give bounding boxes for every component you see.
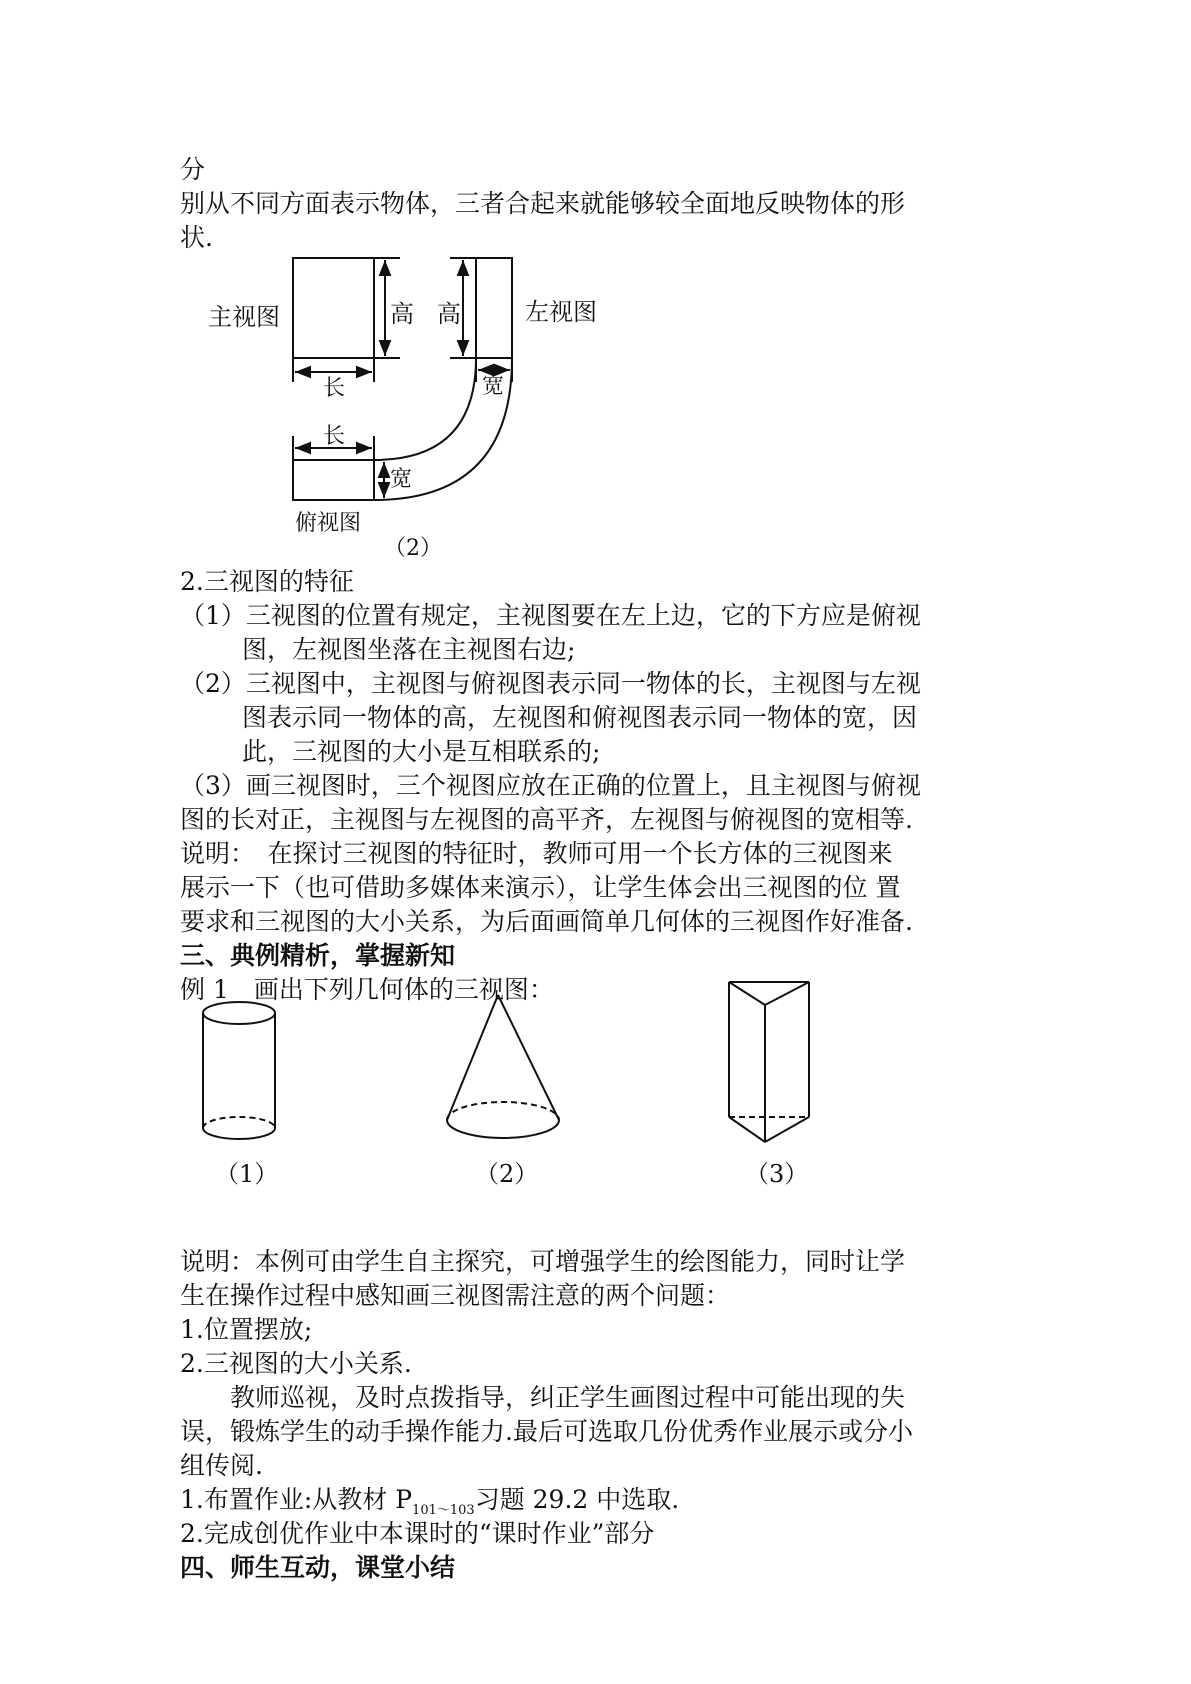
top-view-rect xyxy=(293,460,374,500)
note-line: 生在操作过程中感知画三视图需注意的两个问题： xyxy=(180,1281,731,1310)
homework-text: 1.布置作业:从教材 P xyxy=(180,1485,413,1514)
feature-item-2-cont: 此，三视图的大小是互相联系的; xyxy=(242,737,601,766)
features-heading: 2.三视图的特征 xyxy=(180,567,354,596)
connect-arc-inner xyxy=(374,358,476,460)
example-caption-3: （3） xyxy=(745,1160,809,1188)
note-line: 展示一下（也可借助多媒体来演示），让学生体会出三视图的位 置 xyxy=(180,873,901,902)
example-caption-1: （1） xyxy=(215,1160,279,1188)
example-caption-2: （2） xyxy=(475,1160,539,1188)
note-line: 教师巡视，及时点拨指导，纠正学生画图过程中可能出现的失 xyxy=(180,1383,906,1412)
homework-item-2: 2.完成创优作业中本课时的“课时作业”部分 xyxy=(180,1519,655,1548)
section-heading-4: 四、师生互动，课堂小结 xyxy=(180,1553,456,1582)
figure-caption: （2） xyxy=(384,536,442,561)
top-view-label: 俯视图 xyxy=(295,511,362,536)
top-wide-label: 宽 xyxy=(390,467,413,492)
left-view-label: 左视图 xyxy=(525,298,597,326)
note-line: 1.位置摆放; xyxy=(180,1315,313,1344)
text-line: 别从不同方面表示物体，三者合起来就能够较全面地反映物体的形 xyxy=(180,189,906,218)
feature-item-1: （1）三视图的位置有规定，主视图要在左上边，它的下方应是俯视 xyxy=(180,601,921,630)
section-heading-3: 三、典例精析，掌握新知 xyxy=(180,941,456,970)
left-high-label: 高 xyxy=(437,300,461,328)
left-view-rect xyxy=(476,258,512,358)
text-line: 分 xyxy=(180,155,206,184)
example-title: 例 1 画出下列几何体的三视图： xyxy=(180,975,554,1004)
homework-text: 习题 29.2 中选取. xyxy=(474,1485,680,1514)
feature-item-2: （2）三视图中，主视图与俯视图表示同一物体的长，主视图与左视 xyxy=(180,669,921,698)
feature-item-2-cont: 图表示同一物体的高，左视图和俯视图表示同一物体的宽，因 xyxy=(242,703,918,732)
cone-figure xyxy=(447,995,559,1138)
note-line: 说明： 在探讨三视图的特征时，教师可用一个长方体的三视图来 xyxy=(180,839,893,868)
note-line: 误，锻炼学生的动手操作能力.最后可选取几份优秀作业展示或分小 xyxy=(180,1417,913,1446)
feature-item-3-cont: 图的长对正，主视图与左视图的高平齐，左视图与俯视图的宽相等. xyxy=(180,805,913,834)
cylinder-figure xyxy=(203,1002,275,1139)
top-long-label: 长 xyxy=(323,424,346,449)
note-line: 组传阅. xyxy=(180,1451,263,1480)
note-line: 说明：本例可由学生自主探究，可增强学生的绘图能力，同时让学 xyxy=(180,1247,906,1276)
front-high-label: 高 xyxy=(390,300,414,328)
feature-item-3: （3）画三视图时，三个视图应放在正确的位置上，且主视图与俯视 xyxy=(180,771,921,800)
front-view-label: 主视图 xyxy=(208,303,280,331)
page-range: 101～103 xyxy=(412,1503,475,1518)
feature-item-1-cont: 图，左视图坐落在主视图右边; xyxy=(242,635,576,664)
left-wide-label: 宽 xyxy=(482,374,505,399)
note-line: 2.三视图的大小关系. xyxy=(180,1349,412,1378)
front-view-rect xyxy=(293,258,374,358)
note-line: 要求和三视图的大小关系，为后面画简单几何体的三视图作好准备. xyxy=(180,907,913,936)
front-long-label: 长 xyxy=(323,376,346,401)
prism-figure xyxy=(729,982,809,1142)
text-line: 状. xyxy=(180,223,213,252)
